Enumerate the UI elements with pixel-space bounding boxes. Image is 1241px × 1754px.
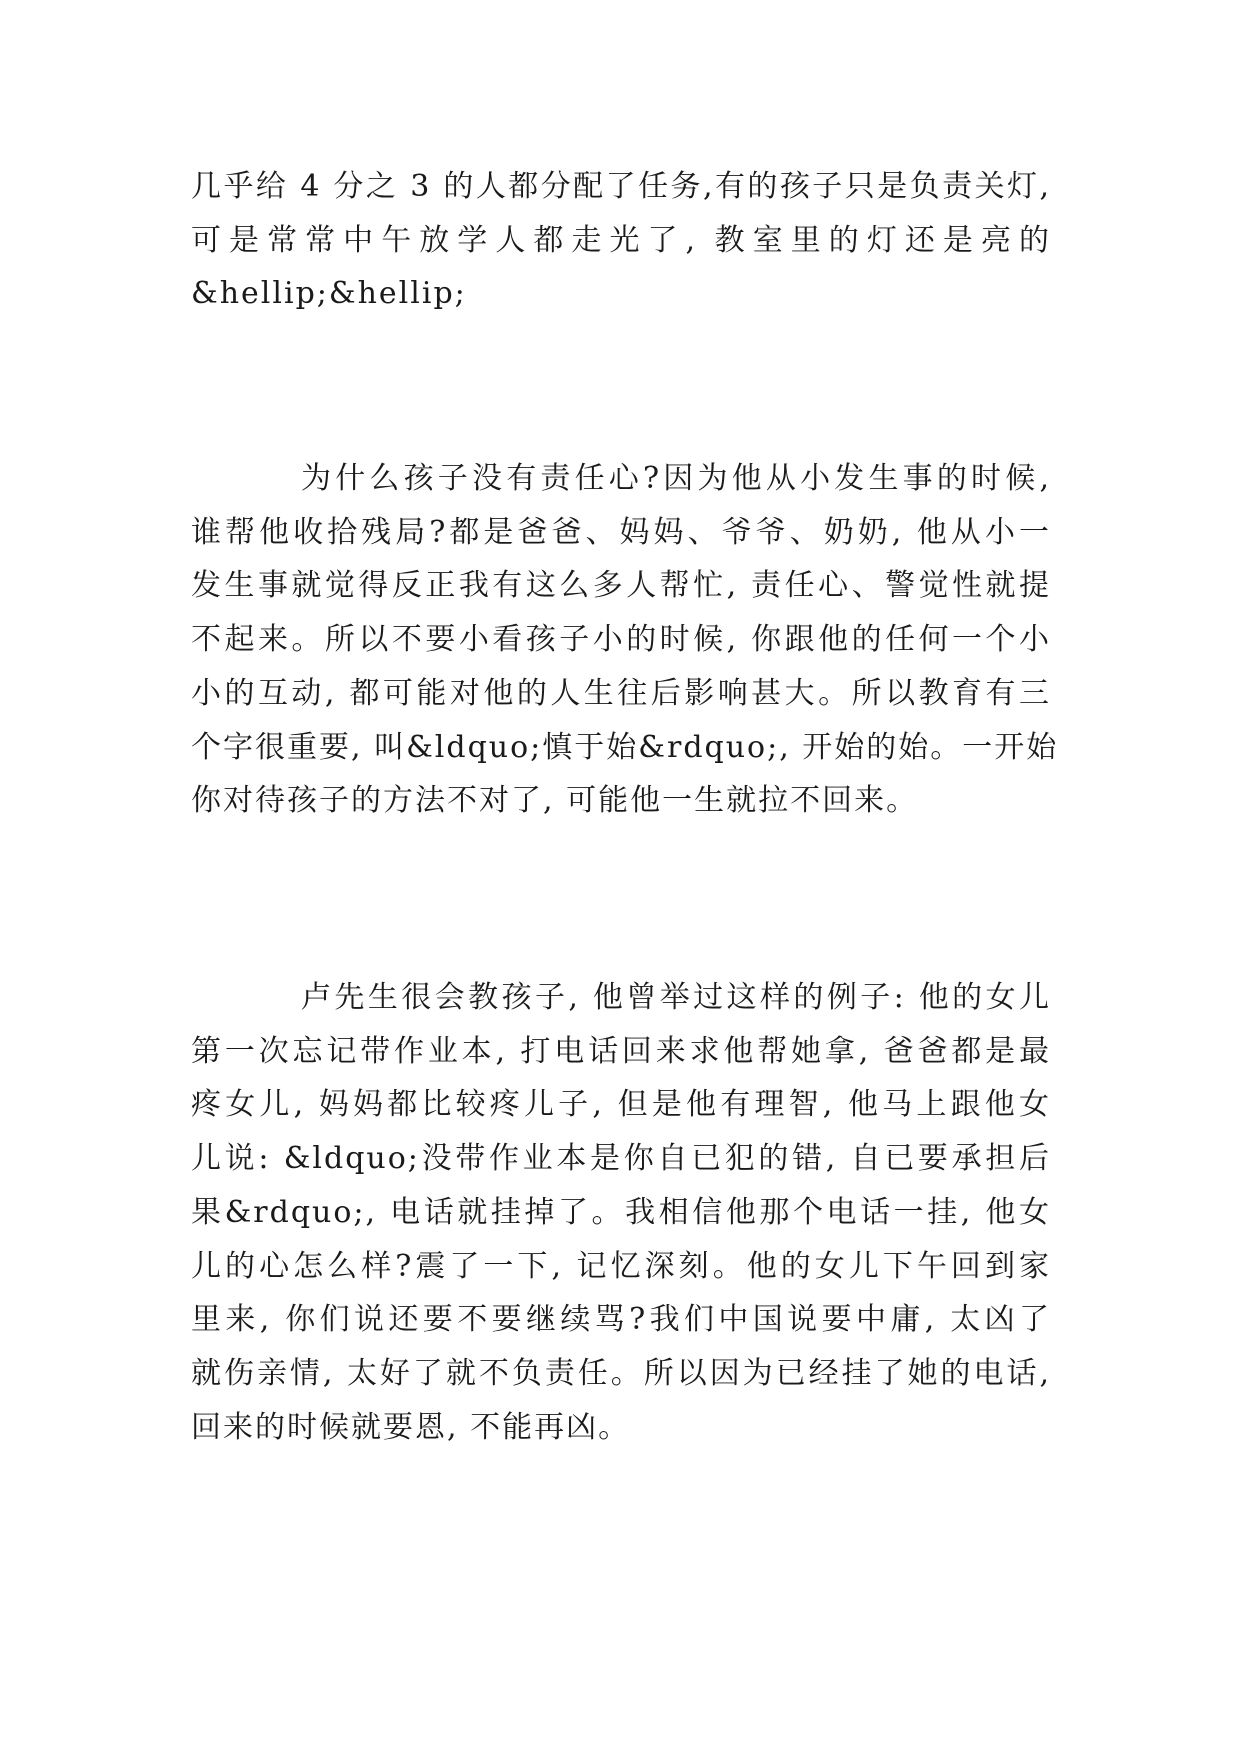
paragraph-line: 不起来。所以不要小看孩子小的时候, 你跟他的任何一个小 bbox=[191, 622, 1051, 658]
paragraph-3 bbox=[191, 971, 1051, 1454]
paragraph-line: &hellip;&hellip; bbox=[191, 276, 467, 312]
paragraph-line: 为什么孩子没有责任心?因为他从小发生事的时候, bbox=[301, 461, 1051, 496]
paragraph-line: 就伤亲情, 太好了就不负责任。所以因为已经挂了她的电话, bbox=[191, 1355, 1051, 1391]
paragraph-line: 可是常常中午放学人都走光了, 教室里的灯还是亮的 bbox=[191, 222, 1051, 258]
paragraph-2 bbox=[191, 452, 1059, 828]
paragraph-line: 谁帮他收拾残局?都是爸爸、妈妈、爷爷、奶奶, 他从小一 bbox=[191, 514, 1051, 550]
paragraph-line: 几乎给 4 分之 3 的人都分配了任务,有的孩子只是负责关灯, bbox=[191, 169, 1051, 204]
paragraph-line: 里来, 你们说还要不要继续骂?我们中国说要中庸, 太凶了 bbox=[191, 1302, 1051, 1338]
paragraph-line: 小的互动, 都可能对他的人生往后影响甚大。所以教育有三 bbox=[191, 675, 1051, 711]
paragraph-line: 回来的时候就要恩, 不能再凶。 bbox=[191, 1409, 631, 1445]
paragraph-line: 果&rdquo;, 电话就挂掉了。我相信他那个电话一挂, 他女 bbox=[191, 1194, 1051, 1230]
paragraph-line: 疼女儿, 妈妈都比较疼儿子, 但是他有理智, 他马上跟他女 bbox=[191, 1087, 1051, 1123]
paragraph-line: 你对待孩子的方法不对了, 可能他一生就拉不回来。 bbox=[191, 783, 919, 819]
paragraph-line: 卢先生很会教孩子, 他曾举过这样的例子: 他的女儿 bbox=[301, 980, 1051, 1015]
paragraph-line: 个字很重要, 叫&ldquo;慎于始&rdquo;, 开始的始。一开始 bbox=[191, 729, 1059, 765]
paragraph-line: 发生事就觉得反正我有这么多人帮忙, 责任心、警觉性就提 bbox=[191, 568, 1051, 604]
paragraph-line: 儿说: &ldquo;没带作业本是你自已犯的错, 自已要承担后 bbox=[191, 1141, 1051, 1177]
paragraph-line: 儿的心怎么样?震了一下, 记忆深刻。他的女儿下午回到家 bbox=[191, 1248, 1051, 1284]
paragraph-line: 第一次忘记带作业本, 打电话回来求他帮她拿, 爸爸都是最 bbox=[191, 1033, 1051, 1069]
paragraph-1 bbox=[191, 160, 1051, 321]
